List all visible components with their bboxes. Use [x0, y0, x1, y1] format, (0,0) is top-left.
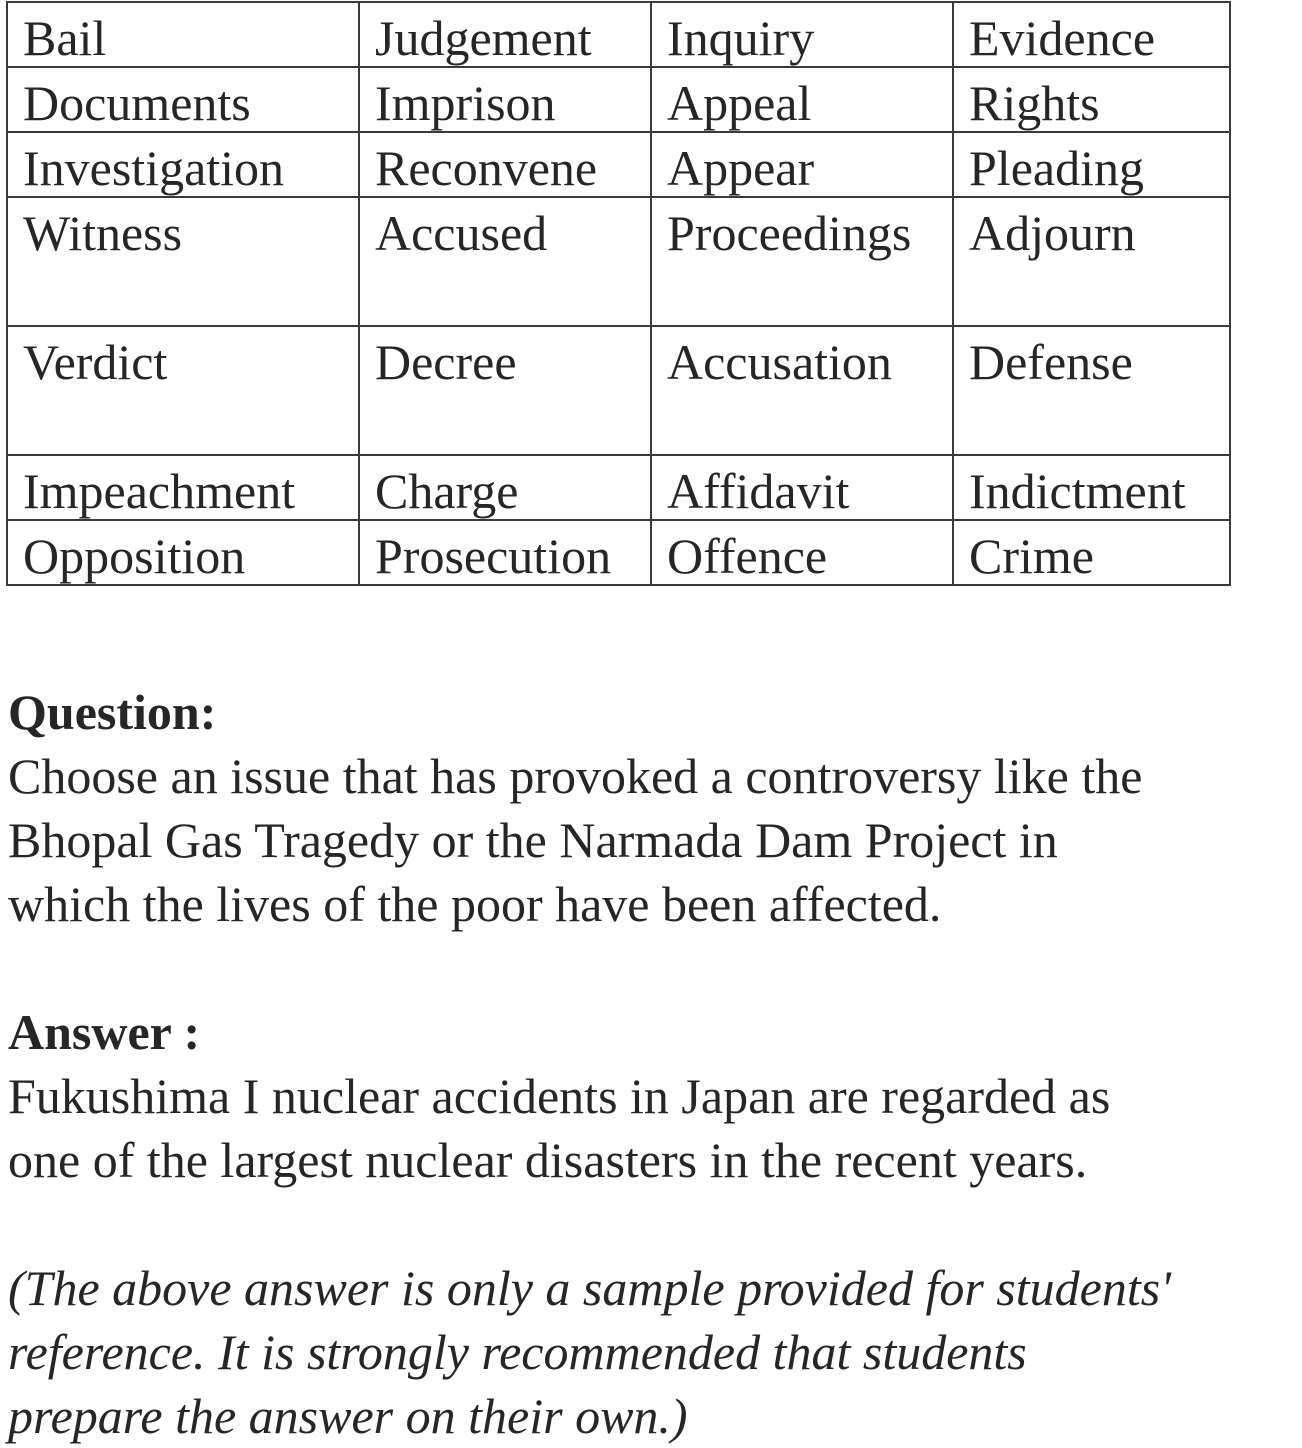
table-cell: Crime	[953, 520, 1230, 585]
sample-answer-note	[8, 1256, 1171, 1448]
table-cell: Pleading	[953, 132, 1230, 197]
table-cell: Appeal	[651, 67, 953, 132]
table-cell: Judgement	[359, 2, 651, 67]
answer-heading: Answer :	[8, 1004, 201, 1060]
table-cell: Accusation	[651, 326, 953, 455]
answer-text-line: Fukushima I nuclear accidents in Japan are regarded as	[8, 1068, 1111, 1124]
note-text-line: reference. It is strongly recommended that students	[8, 1324, 1027, 1380]
legal-terms-table	[6, 1, 1231, 586]
table-cell: Reconvene	[359, 132, 651, 197]
table-cell: Evidence	[953, 2, 1230, 67]
table-cell: Impeachment	[7, 455, 359, 520]
table-cell: Offence	[651, 520, 953, 585]
table-cell: Imprison	[359, 67, 651, 132]
table-cell: Affidavit	[651, 455, 953, 520]
table-cell: Appear	[651, 132, 953, 197]
table-row	[7, 520, 1230, 585]
table-cell: Defense	[953, 326, 1230, 455]
table-cell: Inquiry	[651, 2, 953, 67]
table-row	[7, 67, 1230, 132]
table-cell: Proceedings	[651, 197, 953, 326]
table-cell: Charge	[359, 455, 651, 520]
table-row	[7, 2, 1230, 67]
question-section	[8, 680, 1142, 936]
table-cell: Bail	[7, 2, 359, 67]
table-cell: Opposition	[7, 520, 359, 585]
table-row	[7, 132, 1230, 197]
table-cell: Witness	[7, 197, 359, 326]
table-cell: Investigation	[7, 132, 359, 197]
question-heading: Question:	[8, 684, 217, 740]
note-text-line: prepare the answer on their own.)	[8, 1388, 688, 1444]
table-cell: Documents	[7, 67, 359, 132]
note-text-line: (The above answer is only a sample provided for students'	[8, 1260, 1171, 1316]
table-row	[7, 455, 1230, 520]
table-cell: Prosecution	[359, 520, 651, 585]
table-row	[7, 197, 1230, 326]
table-cell: Accused	[359, 197, 651, 326]
table-cell: Decree	[359, 326, 651, 455]
answer-section	[8, 1000, 1110, 1192]
answer-text-line: one of the largest nuclear disasters in the recent years.	[8, 1132, 1088, 1188]
table-cell: Verdict	[7, 326, 359, 455]
question-text-line: Choose an issue that has provoked a controversy like the	[8, 748, 1143, 804]
table-row	[7, 326, 1230, 455]
table-cell: Adjourn	[953, 197, 1230, 326]
question-text-line: Bhopal Gas Tragedy or the Narmada Dam Project in	[8, 812, 1058, 868]
question-text-line: which the lives of the poor have been affected.	[8, 876, 942, 932]
table-cell: Indictment	[953, 455, 1230, 520]
table-cell: Rights	[953, 67, 1230, 132]
